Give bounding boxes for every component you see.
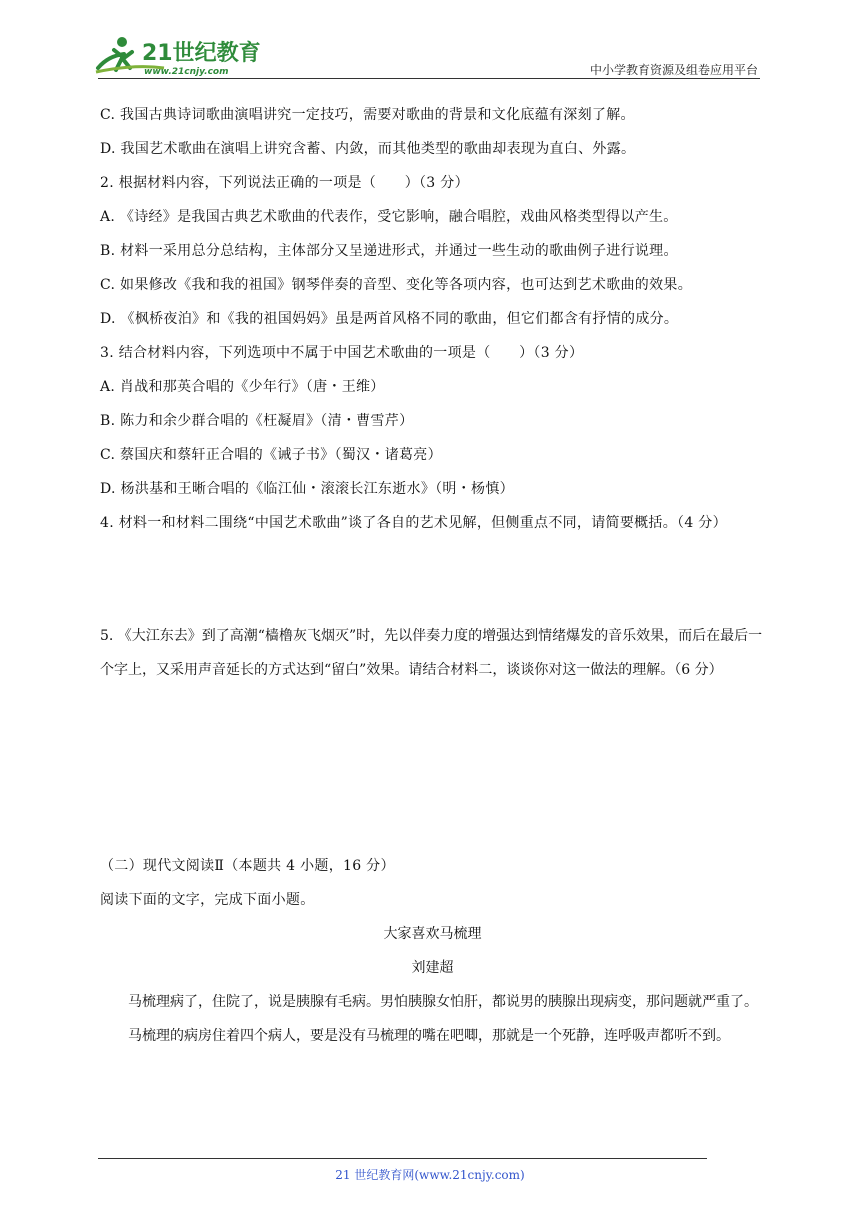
question-4: 4. 材料一和材料二围绕“中国艺术歌曲”谈了各自的艺术见解，但侧重点不同，请简要概括。（4 分） [100,515,727,531]
q2-option-d: D. 《枫桥夜泊》和《我的祖国妈妈》虽是两首风格不同的歌曲，但它们都含有抒情的成分。 [100,311,679,327]
q2-option-c: C. 如果修改《我和我的祖国》钢琴伴奏的音型、变化等各项内容，也可达到艺术歌曲的效果。 [100,277,693,293]
question-5: 5. 《大江东去》到了高潮“樯橹灰飞烟灭”时，先以伴奏力度的增强达到情绪爆发的音乐效果，而后在最后一个字上，又采用声音延长的方式达到“留白”效果。请结合材料二，谈谈你对这一做法的理解。（6 分） [100,628,763,678]
reading-instruction: 阅读下面的文字，完成下面小题。 [100,892,315,908]
q2-option-a: A. 《诗经》是我国古典艺术歌曲的代表作，受它影响，融合唱腔，戏曲风格类型得以产生。 [100,209,678,225]
document-body [100,98,765,1053]
svg-text:www.21cnjy.com: www.21cnjy.com [144,67,229,77]
article-paragraph-1: 马梳理病了，住院了，说是胰腺有毛病。男怕胰腺女怕肝，都说男的胰腺出现病变，那问题就严重了。 [128,994,758,1010]
article-paragraph-2: 马梳理的病房住着四个病人，要是没有马梳理的嘴在吧唧，那就是一个死静，连呼吸声都听不到。 [128,1028,730,1044]
article-title: 大家喜欢马梳理 [383,926,482,942]
q3-option-a: A. 肖战和那英合唱的《少年行》（唐・王维） [100,379,385,395]
q3-option-b: B. 陈力和余少群合唱的《枉凝眉》（清・曹雪芹） [100,413,414,429]
page-header [0,0,860,82]
footer-divider [98,1158,707,1159]
answer-space-4 [100,540,765,619]
q3-option-c: C. 蔡国庆和蔡轩正合唱的《诫子书》（蜀汉・诸葛亮） [100,447,442,463]
svg-text:21世纪教育: 21世纪教育 [142,41,261,66]
q1-option-d: D. 我国艺术歌曲在演唱上讲究含蓄、内敛，而其他类型的歌曲却表现为直白、外露。 [100,141,636,157]
site-logo [94,34,264,78]
article-author: 刘建超 [411,960,454,976]
q1-option-c: C. 我国古典诗词歌曲演唱讲究一定技巧，需要对歌曲的背景和文化底蕴有深刻了解。 [100,107,635,123]
q3-option-d: D. 杨洪基和王晰合唱的《临江仙・滚滚长江东逝水》（明・杨慎） [100,481,514,497]
section-heading: （二）现代文阅读Ⅱ（本题共 4 小题，16 分） [100,858,395,874]
footer-link[interactable]: 21 世纪教育网(www.21cnjy.com) [335,1168,525,1182]
q2-option-b: B. 材料一采用总分总结构，主体部分又呈递进形式，并通过一些生动的歌曲例子进行说理。 [100,243,678,259]
answer-space-5 [100,687,765,849]
platform-name: 中小学教育资源及组卷应用平台 [589,63,758,77]
question-2: 2. 根据材料内容，下列说法正确的一项是（ ）（3 分） [100,175,469,191]
question-3: 3. 结合材料内容，下列选项中不属于中国艺术歌曲的一项是（ ）（3 分） [100,345,584,361]
header-divider [98,78,760,79]
